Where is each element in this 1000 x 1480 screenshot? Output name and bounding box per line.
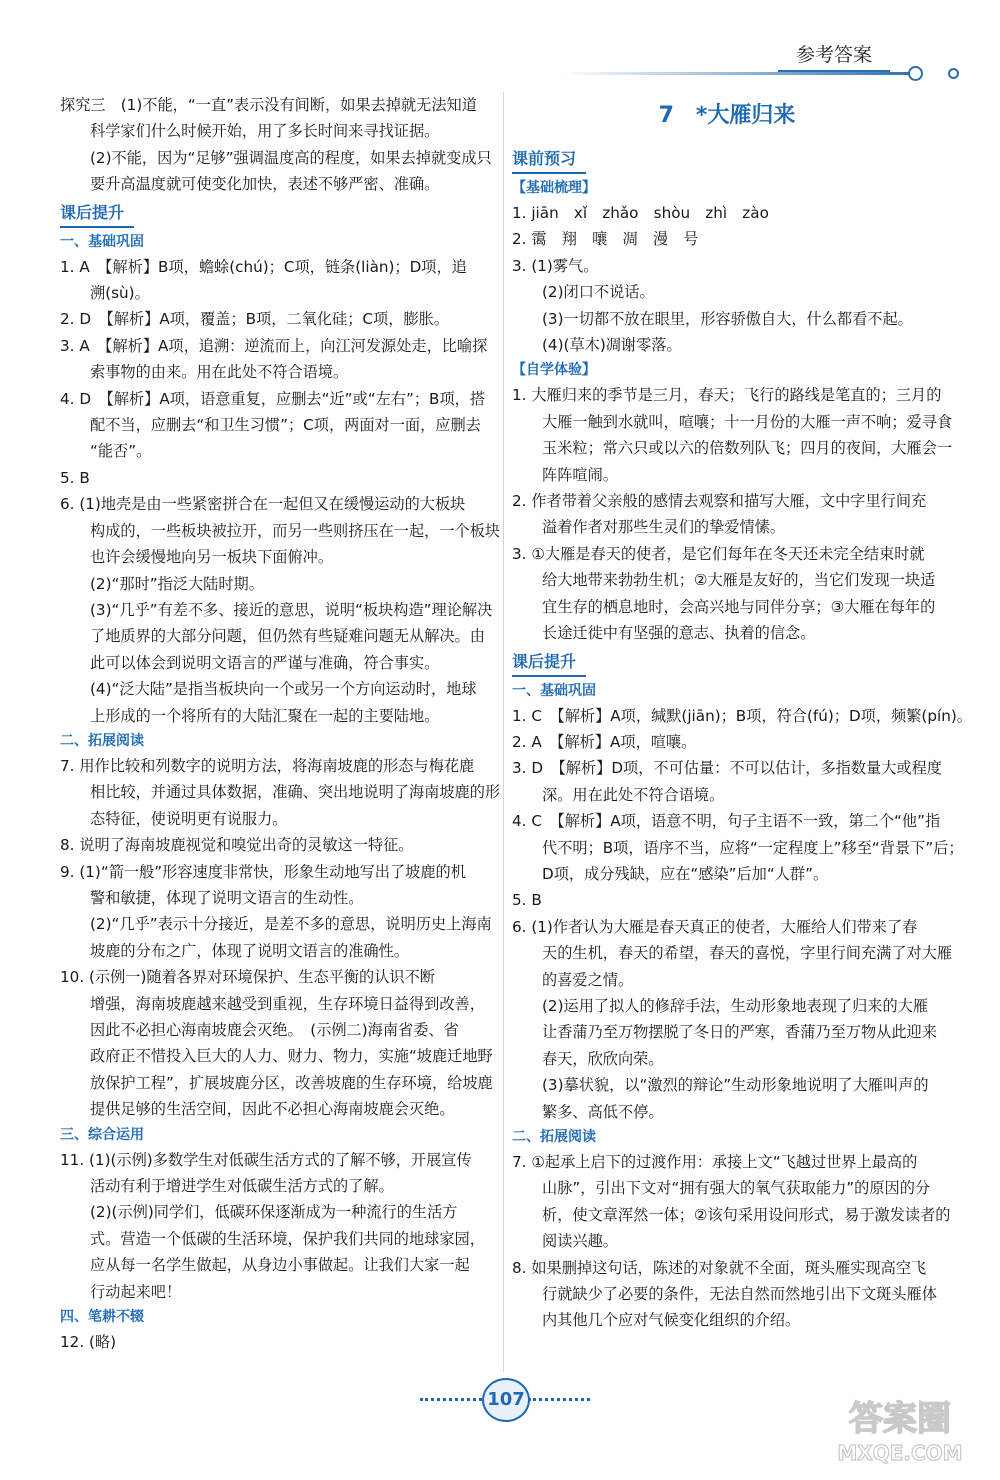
answer-line: (2)运用了拟人的修辞手法，生动形象地表现了归来的大雁 xyxy=(542,996,929,1015)
answer-line: 6. (1)地壳是由一些紧密拼合在一起但又在缓慢运动的大板块 xyxy=(60,495,466,514)
page-number: 107 xyxy=(482,1378,530,1422)
answer-line: 9. (1)“箭一般”形容速度非常快，形象生动地写出了坡鹿的机 xyxy=(60,862,466,881)
answer-line: 8. 如果删掉这句话，陈述的对象就不全面，斑头雁实现高空飞 xyxy=(512,1258,927,1277)
section-heading-wrap xyxy=(512,647,942,679)
answer-line: (3)摹状貌，以“激烈的辩论”生动形象地说明了大雁叫声的 xyxy=(542,1076,929,1095)
answer-line: 索事物的由来。用在此处不符合语境。 xyxy=(90,363,349,382)
answer-line: 11. (1)(示例)多数学生对低碳生活方式的了解不够，开展宣传 xyxy=(60,1150,472,1169)
answer-line: 内其他几个应对气候变化组织的介绍。 xyxy=(542,1311,801,1330)
answer-line: 行动起来吧！ xyxy=(90,1282,182,1301)
answer-line: 式。营造一个低碳的生活环境，保护我们共同的地球家园， xyxy=(90,1229,485,1248)
answer-line: 阵阵喧闹。 xyxy=(542,465,618,484)
answer-line: 1. 大雁归来的季节是三月，春天；飞行的路线是笔直的；三月的 xyxy=(512,386,942,405)
answer-line: 1. jiān xǐ zhǎo shòu zhì zào xyxy=(512,204,769,222)
answer-line: 3. A 【解析】A项，追溯：逆流而上，向江河发源处走，比喻探 xyxy=(60,336,488,355)
answer-line: 4. C 【解析】A项，语意不明，句子主语不一致，第二个“他”指 xyxy=(512,812,941,831)
answer-line: D项，成分残缺，应在“感染”后加“人群”。 xyxy=(542,864,829,883)
page-number-block xyxy=(420,1376,590,1420)
subsection-heading: 二、拓展阅读 xyxy=(512,1129,596,1145)
answer-line: 活动有利于增进学生对低碳生活方式的了解。 xyxy=(90,1177,394,1196)
answer-line: 行就缺少了必要的条件，无法自然而然地引出下文斑头雁体 xyxy=(542,1285,937,1304)
answer-line: 溢着作者对那些生灵们的挚爱情愫。 xyxy=(542,518,785,537)
watermark-line2: MXQE.COM xyxy=(837,1441,963,1465)
answer-line: 宜生存的栖息地时，会高兴地与同伴分享；③大雁在每年的 xyxy=(542,597,936,616)
answer-line: 12. (略) xyxy=(60,1333,117,1352)
answer-line: 1. A 【解析】B项，蟾蜍(chú)；C项，链条(liàn)；D项，追 xyxy=(60,257,467,276)
answer-line: 溯(sù)。 xyxy=(90,284,150,303)
subsection-heading: 【自学体验】 xyxy=(512,362,596,379)
answer-line: 4. D 【解析】A项，语意重复，应删去“近”或“左右”；B项，搭 xyxy=(60,389,486,408)
right-column xyxy=(512,92,972,1334)
header-dot-small xyxy=(948,68,959,79)
answer-line: 3. D 【解析】D项，不可估量：不可以估计，多指数量大或程度 xyxy=(512,759,942,778)
section-heading-wrap xyxy=(60,198,495,230)
subsection-heading: 【基础梳理】 xyxy=(512,180,596,196)
answer-line: 2. D 【解析】A项，覆盖；B项，二氧化硅；C项，膨胀。 xyxy=(60,310,449,329)
answer-line: 政府正不惜投入巨大的人力、财力、物力，实施“坡鹿迁地野 xyxy=(90,1047,493,1066)
answer-line: 5. B xyxy=(512,891,542,910)
watermark-line1: 答案圈 xyxy=(849,1399,951,1439)
answer-line: 了地质界的大部分问题，但仍然有些疑难问题无从解决。由 xyxy=(90,627,485,646)
answer-line: 态特征，使说明更有说服力。 xyxy=(90,809,288,828)
answer-line: 2. 作者带着父亲般的感情去观察和描写大雁，文中字里行间充 xyxy=(512,492,927,511)
answer-line: 提供足够的生活空间，因此不必担心海南坡鹿会灭绝。 xyxy=(90,1100,455,1119)
answer-line: 让香蒲乃至万物摆脱了冬日的严寒，香蒲乃至万物从此迎来 xyxy=(542,1023,937,1042)
answer-line: 2. 霭 翔 嚷 凋 漫 号 xyxy=(512,230,699,249)
header-rule xyxy=(560,72,920,75)
column-divider xyxy=(503,92,504,1372)
section-heading: 课后提升 xyxy=(512,649,586,677)
left-column xyxy=(60,92,501,1355)
answer-line: 相比较，并通过具体数据，准确、突出地说明了海南坡鹿的形 xyxy=(90,783,501,802)
answer-line: 8. 说明了海南坡鹿视觉和嗅觉出奇的灵敏这一特征。 xyxy=(60,836,414,855)
watermark-logo xyxy=(825,1388,975,1468)
subsection-heading: 一、基础巩固 xyxy=(60,233,144,250)
answer-line: 增强，海南坡鹿越来越受到重视，生存环境日益得到改善， xyxy=(90,994,485,1013)
answer-line: 春天，欣欣向荣。 xyxy=(542,1049,664,1068)
answer-line: 析，使文章浑然一体；②该句采用设问形式，易于激发读者的 xyxy=(542,1205,951,1224)
answer-line: (2)不能，因为“足够”强调温度高的程度，如果去掉就变成只 xyxy=(90,148,492,167)
answer-line: 也许会缓慢地向另一板块下面俯冲。 xyxy=(90,548,333,567)
answer-line: (2)(示例)同学们，低碳环保逐渐成为一种流行的生活方 xyxy=(90,1203,458,1222)
answer-line: (2)闭口不说话。 xyxy=(542,283,655,302)
answer-line: 代不明；B项，语序不当，应将“一定程度上”移至“背景下”后； xyxy=(542,838,964,857)
answer-line: 要升高温度就可使变化加快，表述不够严密、准确。 xyxy=(90,175,440,194)
answer-line: (3)一切都不放在眼里，形容骄傲自大，什么都看不起。 xyxy=(542,309,913,328)
answer-line: 上形成的一个将所有的大陆汇聚在一起的主要陆地。 xyxy=(90,706,440,725)
answer-line: 放保护工程”，扩展坡鹿分区，改善坡鹿的生存环境，给坡鹿 xyxy=(90,1073,493,1092)
answer-line: (4)“泛大陆”是指当板块向一个或另一个方向运动时，地球 xyxy=(90,680,477,699)
answer-line: 探究三 (1)不能，“一直”表示没有间断，如果去掉就无法知道 xyxy=(60,96,477,114)
chapter-title: 7 *大雁归来 xyxy=(658,103,796,128)
answer-line: 构成的，一些板块被拉开，而另一些则挤压在一起，一个板块 xyxy=(90,521,501,540)
subsection-heading: 三、综合运用 xyxy=(60,1126,144,1143)
answer-line: (2)“那时”指泛大陆时期。 xyxy=(90,574,264,593)
answer-line: 应从每一名学生做起，从身边小事做起。让我们大家一起 xyxy=(90,1256,470,1275)
answer-line: “能否”。 xyxy=(90,442,152,461)
answer-line: 警和敏捷，体现了说明文语言的生动性。 xyxy=(90,888,364,907)
section-heading: 课前预习 xyxy=(512,146,586,174)
answer-line: (3)“几乎”有差不多、接近的意思，说明“板块构造”理论解决 xyxy=(90,600,493,619)
subsection-heading: 一、基础巩固 xyxy=(512,682,596,699)
header-dot-large xyxy=(908,66,923,81)
section-heading: 课后提升 xyxy=(60,200,134,228)
section-heading-wrap xyxy=(512,144,942,176)
answer-line: 此可以体会到说明文语言的严谨与准确，符合事实。 xyxy=(90,653,440,672)
header-tab: 参考答案 xyxy=(778,40,890,72)
answer-line: 10. (示例一)随着各界对环境保护、生态平衡的认识不断 xyxy=(60,968,435,987)
page-number-dots-right xyxy=(528,1398,590,1401)
answer-line: 长途迁徙中有坚强的意志、执着的信念。 xyxy=(542,624,816,643)
answer-line: 配不当，应删去“和卫生习惯”；C项，两面对一面，应删去 xyxy=(90,416,481,435)
answer-line: 坡鹿的分布之广，体现了说明文语言的准确性。 xyxy=(90,941,409,960)
answer-line: 阅读兴趣。 xyxy=(542,1232,618,1251)
answer-line: 3. (1)雾气。 xyxy=(512,256,599,275)
subsection-heading: 二、拓展阅读 xyxy=(60,732,144,749)
answer-line: 6. (1)作者认为大雁是春天真正的使者，大雁给人们带来了春 xyxy=(512,917,918,936)
answer-line: 7. ①起承上启下的过渡作用：承接上文“飞越过世界上最高的 xyxy=(512,1153,918,1171)
answer-line: 给大地带来勃勃生机；②大雁是友好的，当它们发现一块适 xyxy=(542,571,936,590)
answer-line: 7. 用作比较和列数字的说明方法，将海南坡鹿的形态与梅花鹿 xyxy=(60,756,475,775)
answer-line: 科学家们什么时候开始，用了多长时间来寻找证据。 xyxy=(90,122,440,141)
answer-line: 玉米粒；常六只或以六的倍数列队飞；四月的夜间，大雁会一 xyxy=(542,439,953,458)
answer-line: 山脉”，引出下文对“拥有强大的氧气获取能力”的原因的分 xyxy=(542,1179,931,1198)
answer-line: 天的生机，春天的希望，春天的喜悦，字里行间充满了对大雁 xyxy=(542,944,953,963)
page-number-dots-left xyxy=(420,1398,482,1401)
answer-line: 5. B xyxy=(60,468,90,487)
answer-line: 深。用在此处不符合语境。 xyxy=(542,785,725,804)
answer-line: 大雁一触到水就叫，喧嚷；十一月份的大雁一声不响；爱寻食 xyxy=(542,412,953,431)
answer-line: 3. ①大雁是春天的使者，是它们每年在冬天还未完全结束时就 xyxy=(512,544,925,563)
answer-line: (2)“几乎”表示十分接近，是差不多的意思，说明历史上海南 xyxy=(90,915,492,934)
answer-line: (4)(草木)凋谢零落。 xyxy=(542,336,682,355)
answer-line: 的喜爱之情。 xyxy=(542,970,634,989)
answer-line: 因此不必担心海南坡鹿会灭绝。 (示例二)海南省委、省 xyxy=(90,1021,459,1039)
answer-line: 繁多、高低不停。 xyxy=(542,1102,664,1121)
answer-line: 2. A 【解析】A项，喧嚷。 xyxy=(512,732,697,751)
subsection-heading: 四、笔耕不辍 xyxy=(60,1309,144,1326)
answer-line: 1. C 【解析】A项，缄默(jiān)；B项，符合(fú)；D项，频繁(pín)。 xyxy=(512,706,972,725)
